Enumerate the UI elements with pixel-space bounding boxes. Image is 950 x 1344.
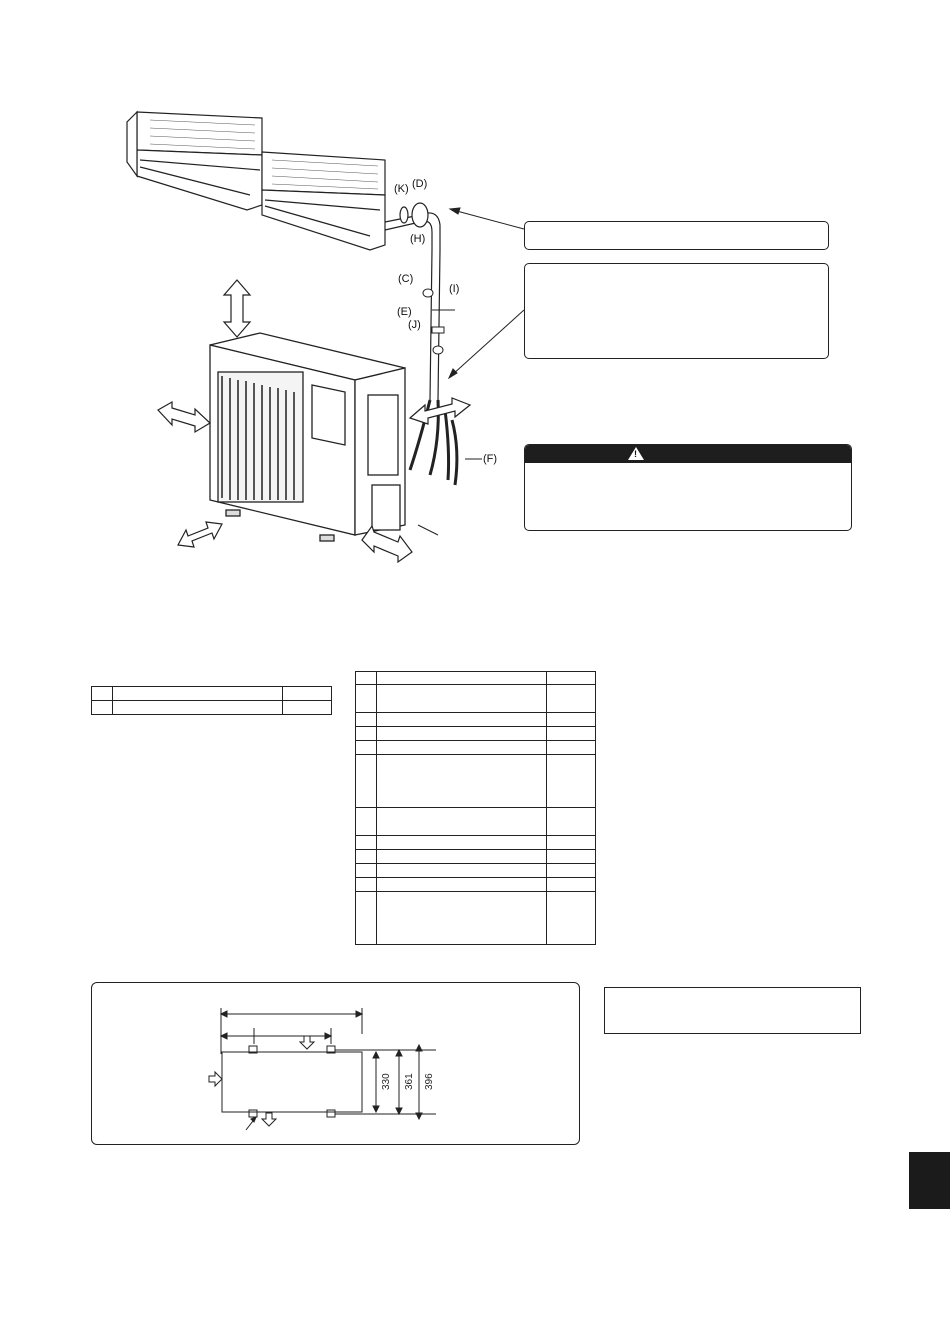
- table-row: [92, 701, 332, 715]
- table-row: [356, 808, 596, 836]
- dim-396: 396: [424, 1073, 435, 1090]
- warning-header-bar: [525, 445, 851, 463]
- indoor-unit-left: [127, 112, 262, 210]
- table-row: [356, 892, 596, 945]
- label-h: (H): [410, 233, 426, 245]
- note-box: [604, 987, 861, 1034]
- label-d: (D): [412, 178, 428, 190]
- label-e: (E): [397, 306, 412, 318]
- label-j: (J): [408, 319, 421, 331]
- indoor-unit-right: [262, 152, 385, 250]
- table-row: [356, 672, 596, 685]
- warning-triangle-icon: !: [628, 447, 644, 460]
- page-edge-tab: [909, 1152, 950, 1209]
- table-row: [356, 713, 596, 727]
- dim-361: 361: [404, 1073, 415, 1090]
- table-row: [92, 687, 332, 701]
- table-row: [356, 727, 596, 741]
- table-row: [356, 878, 596, 892]
- dim-330: 330: [381, 1073, 392, 1090]
- warning-box: [524, 444, 852, 531]
- outdoor-unit: [210, 333, 405, 541]
- parts-table-large: [355, 671, 596, 945]
- table-row: [356, 864, 596, 878]
- label-k: (K): [394, 183, 409, 195]
- label-i: (I): [449, 283, 460, 295]
- footprint-diagram: [91, 982, 578, 1143]
- parts-table-small: [91, 686, 332, 715]
- table-row: [356, 850, 596, 864]
- label-c: (C): [398, 273, 414, 285]
- callout-box-top: [524, 221, 829, 250]
- callout-box-middle: [524, 263, 829, 359]
- table-row: [356, 685, 596, 713]
- label-f: (F): [483, 453, 498, 465]
- table-row: [356, 836, 596, 850]
- table-row: [356, 755, 596, 808]
- table-row: [356, 741, 596, 755]
